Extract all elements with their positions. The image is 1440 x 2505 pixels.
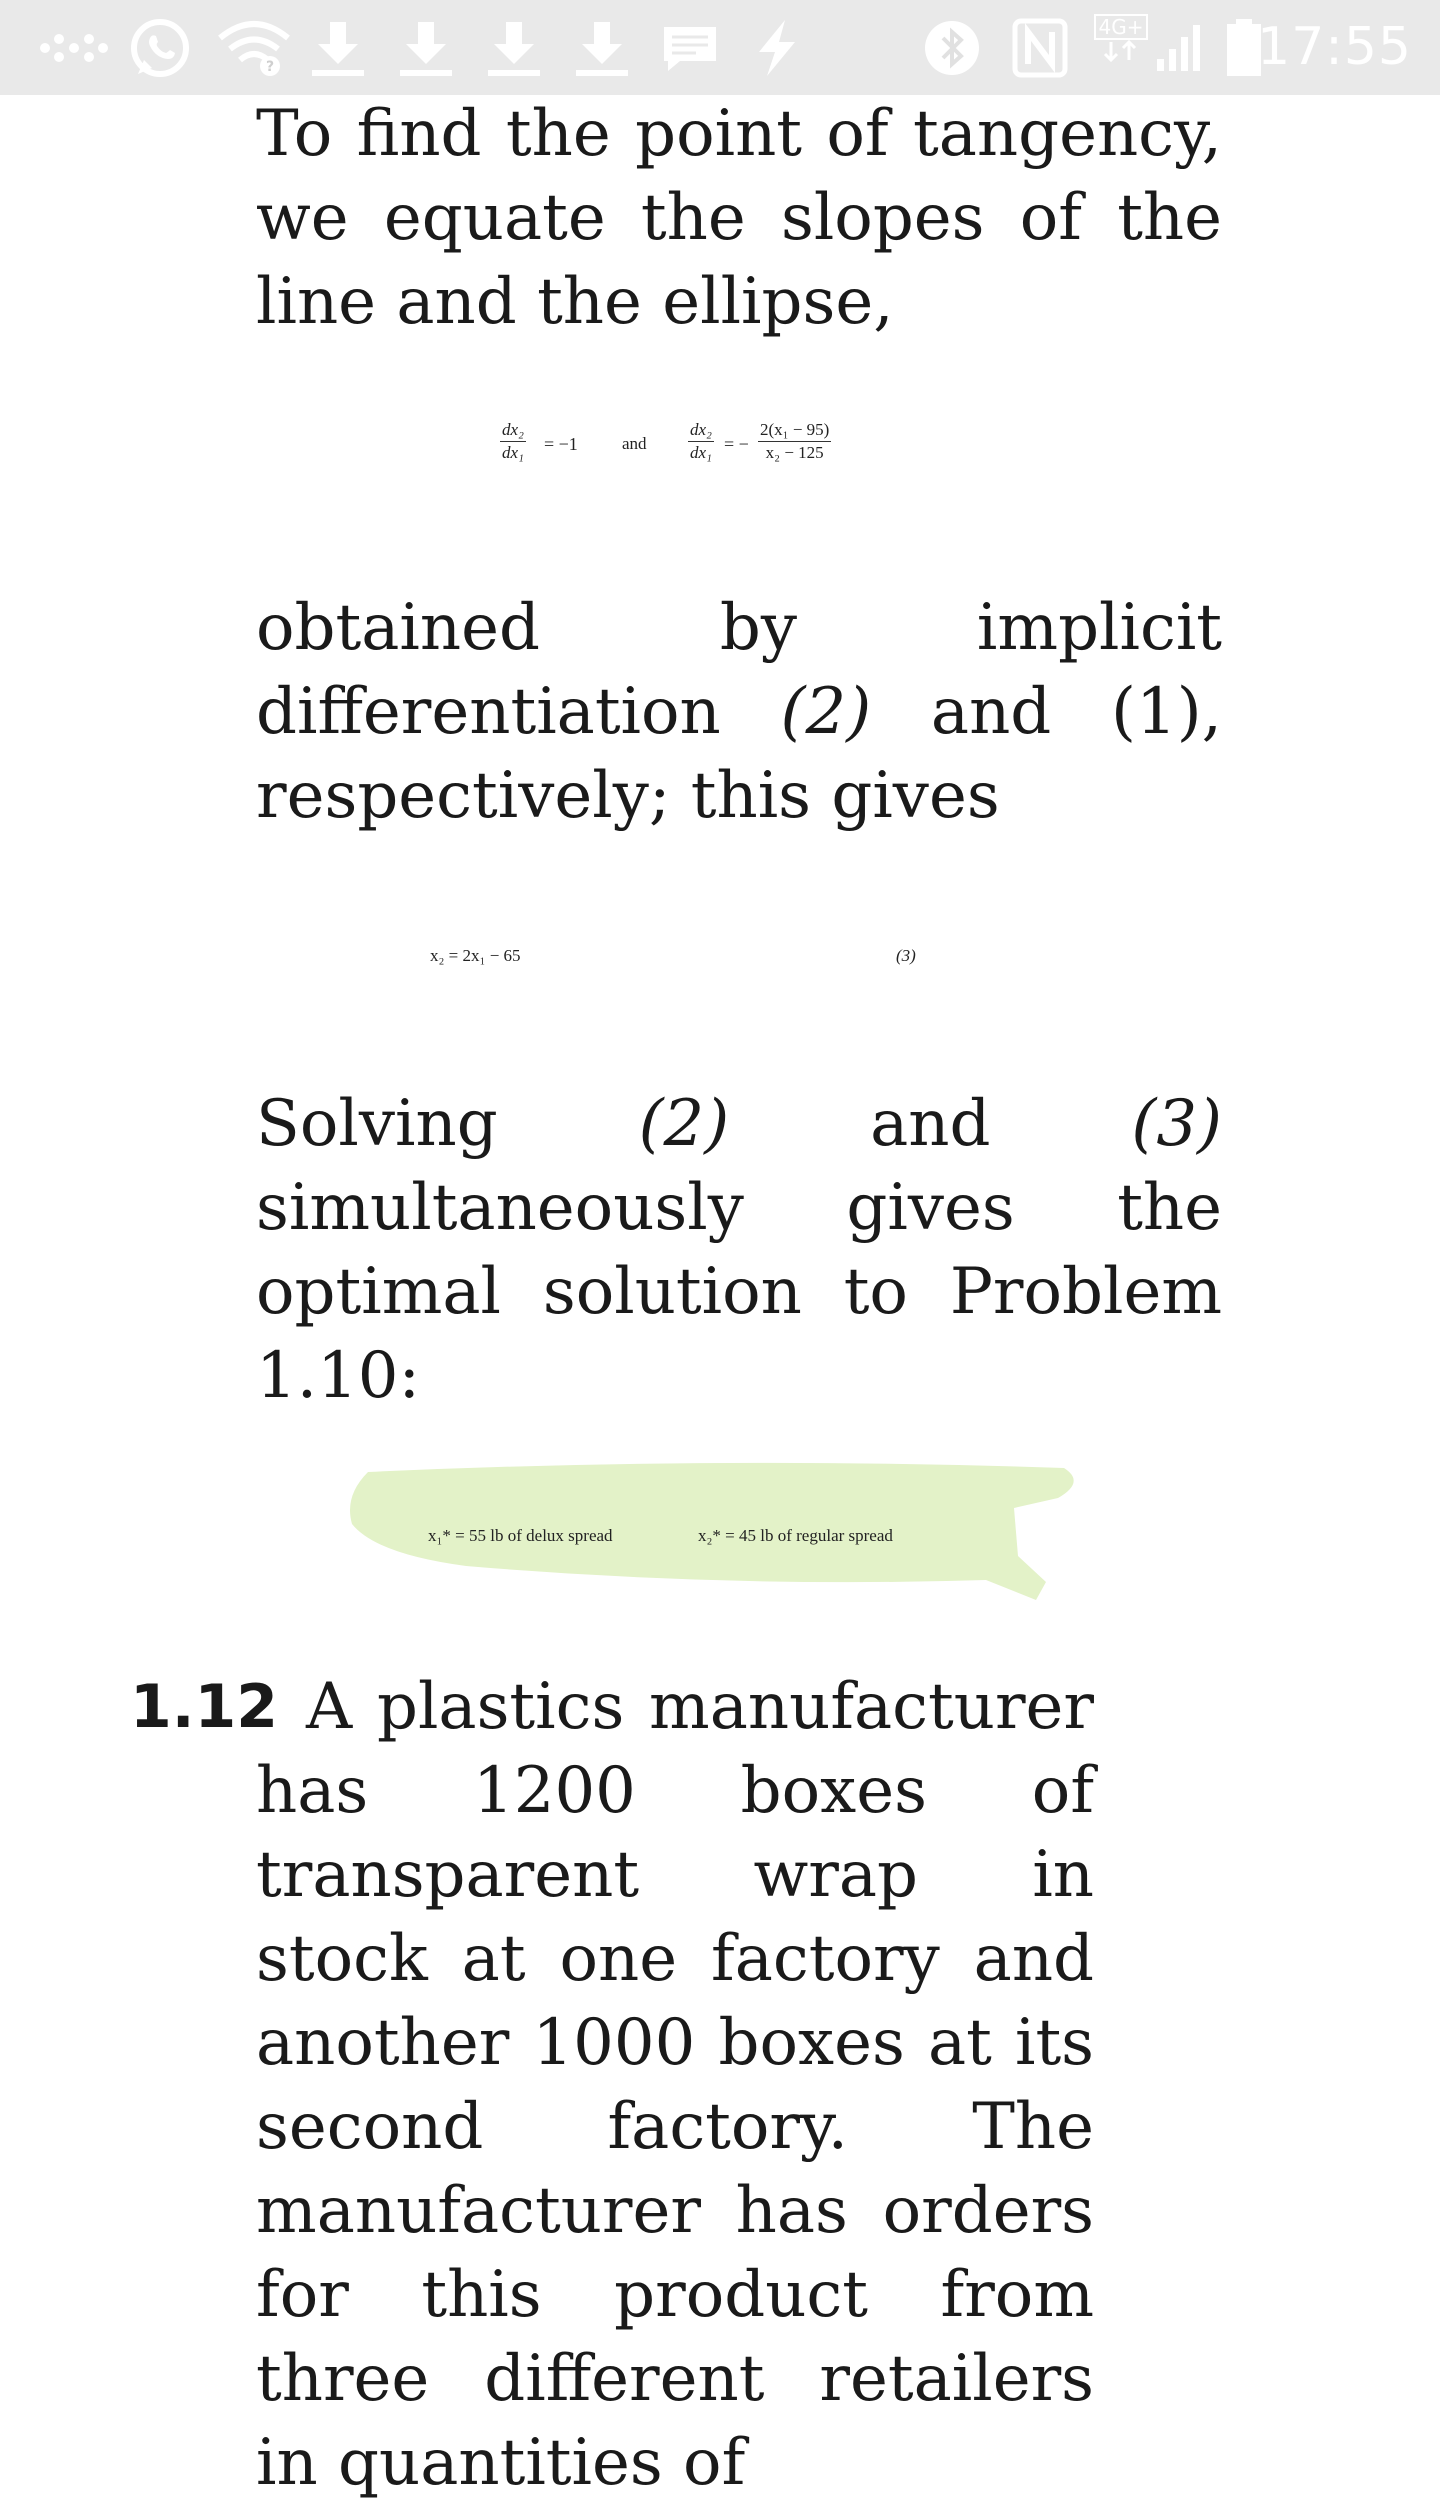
problem-text: A plastics manufacturer has 1200 boxes of transparent wrap in stock at one factory and another 1000 boxes at its second factory. The manufacturer has orders for this product from three different retailers in quantities of (256, 1670, 1094, 2500)
nfc-icon (1008, 0, 1072, 95)
equation-sign: = − (724, 434, 749, 454)
message-icon (658, 0, 722, 95)
equation-tag: (3) (896, 946, 916, 965)
network-type (1086, 0, 1156, 95)
data-arrows-icon (1101, 40, 1141, 62)
flash-icon (744, 0, 808, 95)
solution-x1: x₁* = 55 lb of delux spread (428, 1526, 613, 1545)
fraction-dx2-dx1: $\frac{\text{dx₂}}{\text{dx₁}}$ (502, 420, 524, 462)
paragraph-implicit-diff: obtained by implicit differentiation (2) and (1), respectively; this gives (256, 591, 1222, 833)
equation-and: and (622, 434, 647, 453)
download-icon (482, 0, 546, 95)
equation-rhs: = −1 (544, 434, 578, 454)
download-icon (306, 0, 370, 95)
equation-line: x₂ = 2x₁ − 65 (430, 946, 521, 965)
problem-number: 1.12 (130, 1672, 279, 1742)
solution-x2: x₂* = 45 lb of regular spread (698, 1526, 893, 1545)
download-icon (394, 0, 458, 95)
fraction-ellipse-slope: $\frac{\text{2(x₁ − 95)}}{\text{x₂ − 125}}$ (760, 420, 830, 462)
dots-icon (34, 0, 114, 95)
status-bar (0, 0, 1440, 95)
whatsapp-icon (124, 0, 196, 95)
paragraph-tangency: To find the point of tangency, we equate the slopes of the line and the ellipse, (256, 97, 1222, 339)
clock: 17:55 (1257, 17, 1412, 77)
fraction-dx2-dx1: $\frac{\text{dx₂}}{\text{dx₁}}$ (690, 420, 712, 462)
bluetooth-icon (920, 0, 984, 95)
signal-icon (1150, 0, 1210, 95)
wifi-icon (214, 0, 294, 95)
download-icon (570, 0, 634, 95)
network-label: 4G+ (1094, 14, 1149, 40)
svg-text:?: ? (265, 58, 275, 75)
paragraph-solving: Solving (2) and (3) simultaneously gives the optimal solution to Problem 1.10: (256, 1087, 1223, 1413)
